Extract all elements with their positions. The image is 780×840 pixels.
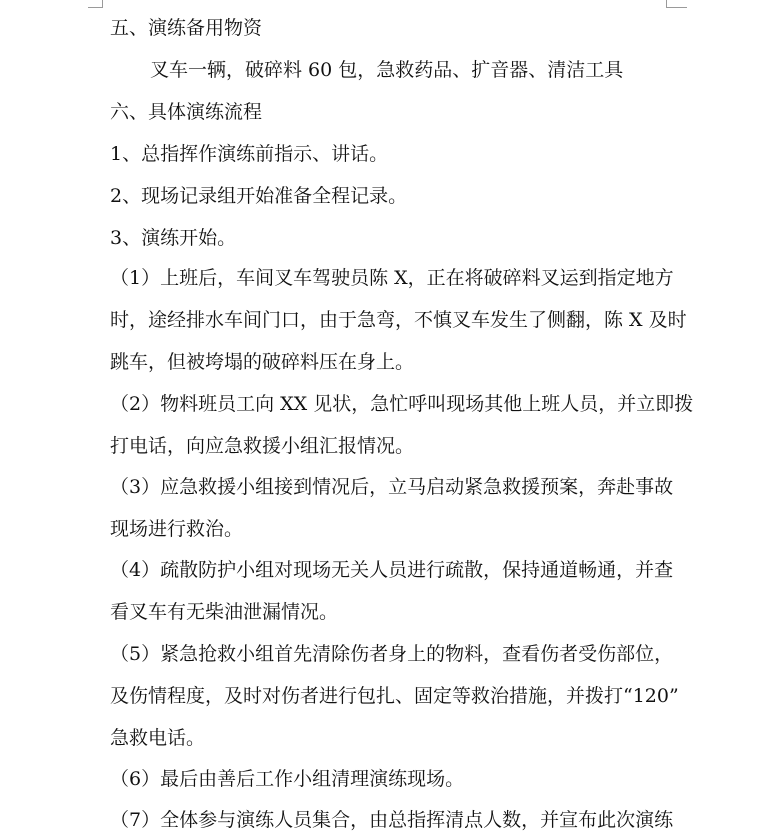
paragraph-4-line-2: 看叉车有无柴油泄漏情况。 [110,601,339,623]
paragraph-5-line-1: （5）紧急抢救小组首先清除伤者身上的物料，查看伤者受伤部位， [110,643,674,665]
paragraph-2-line-2: 打电话，向应急救援小组汇报情况。 [110,435,415,457]
paragraph-1-line-1: （1）上班后，车间叉车驾驶员陈 X，正在将破碎料叉运到指定地方 [110,267,674,289]
page-corner-mark-right [666,0,687,8]
paragraph-4-line-1: （4）疏散防护小组对现场无关人员进行疏散，保持通道畅通，并查 [110,559,674,581]
paragraph-6-line-1: （6）最后由善后工作小组清理演练现场。 [110,768,465,790]
page-corner-mark-left [88,0,103,8]
step-3: 3、演练开始。 [110,227,237,249]
section-heading-supplies: 五、演练备用物资 [110,17,263,39]
paragraph-1-line-2: 时，途经排水车间门口，由于急弯，不慎叉车发生了侧翻，陈 X 及时 [110,309,687,331]
paragraph-3-line-2: 现场进行救治。 [110,518,244,540]
paragraph-1-line-3: 跳车，但被垮塌的破碎料压在身上。 [110,351,415,373]
paragraph-7-line-1: （7）全体参与演练人员集合，由总指挥清点人数，并宣布此次演练 [110,809,674,831]
paragraph-5-line-3: 急救电话。 [110,727,206,749]
section-heading-process: 六、具体演练流程 [110,101,263,123]
paragraph-5-line-2: 及伤情程度，及时对伤者进行包扎、固定等救治措施，并拨打“120” [110,685,679,707]
supplies-list: 叉车一辆，破碎料 60 包，急救药品、扩音器、清洁工具 [150,59,624,81]
step-1: 1、总指挥作演练前指示、讲话。 [110,143,389,165]
step-2: 2、现场记录组开始准备全程记录。 [110,185,408,207]
paragraph-3-line-1: （3）应急救援小组接到情况后，立马启动紧急救援预案，奔赴事故 [110,476,674,498]
paragraph-2-line-1: （2）物料班员工向 XX 见状，急忙呼叫现场其他上班人员，并立即拨 [110,393,694,415]
